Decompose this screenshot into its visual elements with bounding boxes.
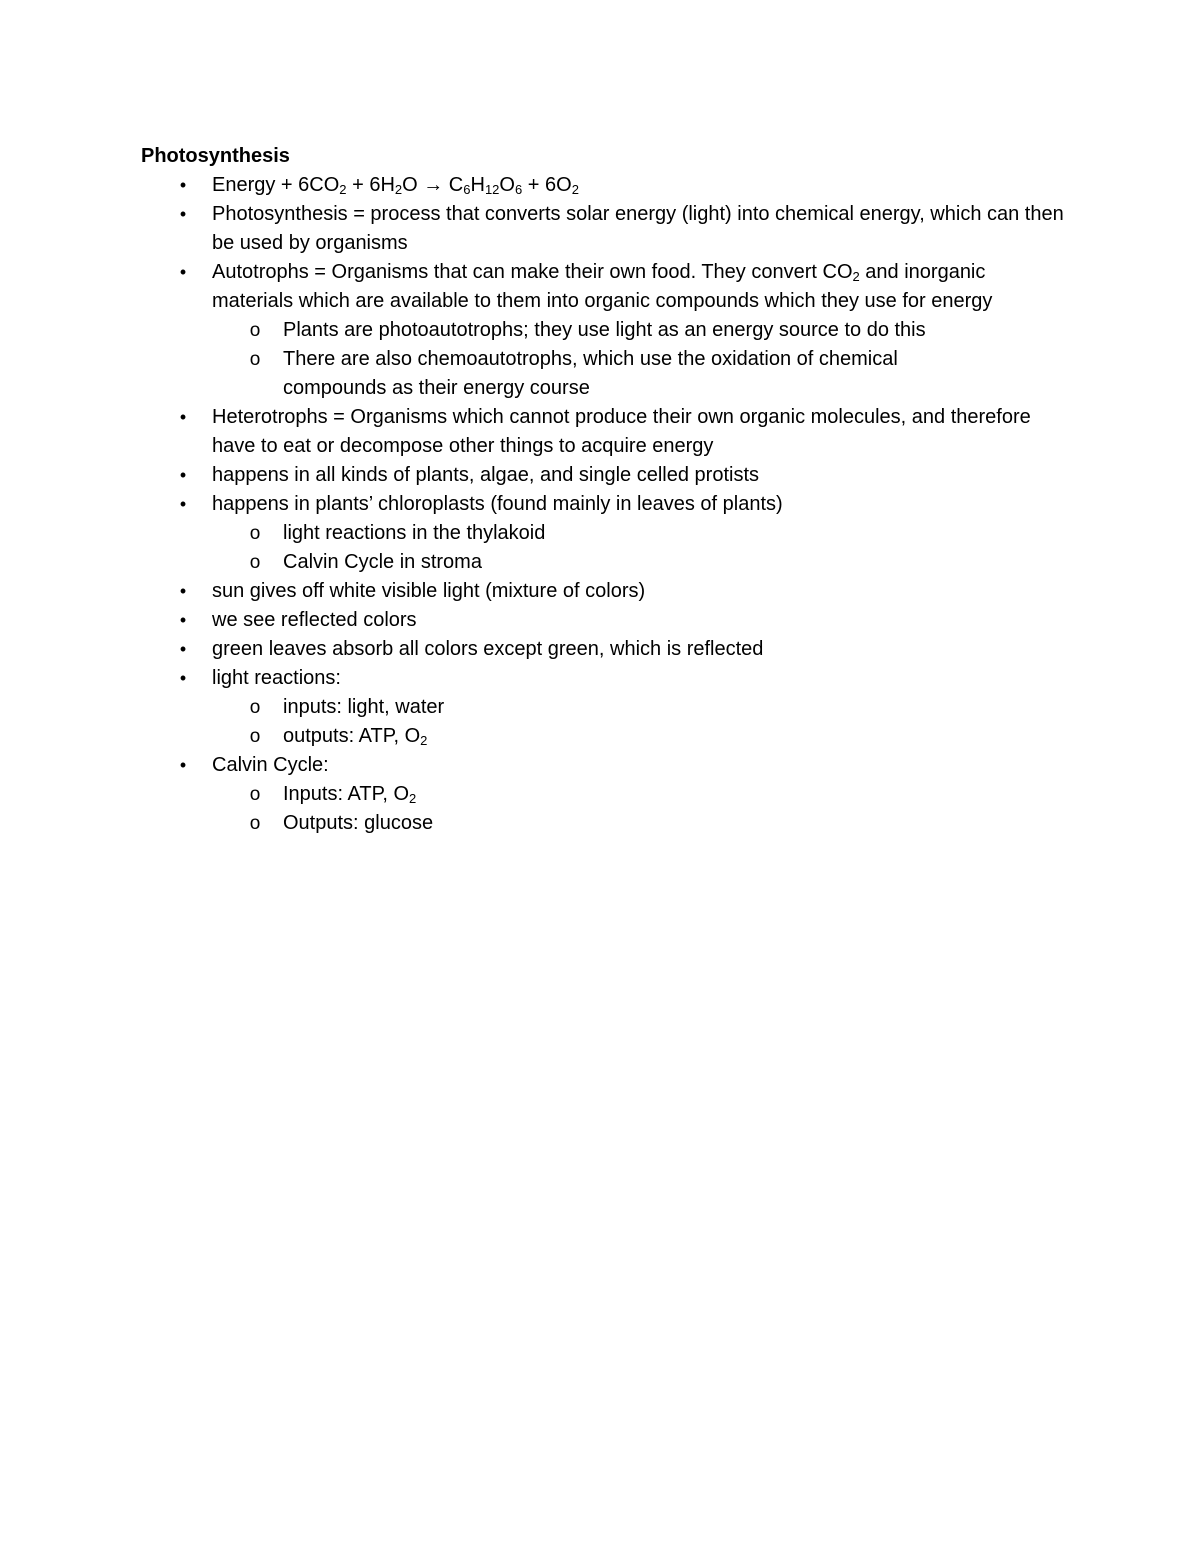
list-item-photosynthesis-definition (141, 200, 1071, 258)
sub-bullet-icon: o (249, 552, 261, 573)
sub-list (212, 693, 1071, 751)
list-item-green-leaves (141, 635, 1071, 664)
sub-item-text: Outputs: glucose (283, 812, 434, 834)
bullet-icon: • (179, 610, 187, 630)
sub-list-item (141, 809, 1071, 838)
sub-list-item (141, 345, 1071, 403)
sub-list (212, 780, 1071, 838)
sub-item-text: Calvin Cycle in stroma (283, 551, 482, 573)
list-item-text: happens in plants’ chloroplasts (found mainly in leaves of plants) (212, 493, 783, 515)
sub-item-text: inputs: light, water (283, 696, 445, 718)
list-item-text: green leaves absorb all colors except green, which is reflected (212, 638, 764, 660)
document-title: Photosynthesis (141, 145, 290, 167)
sub-bullet-icon: o (249, 349, 261, 370)
bullet-icon: • (179, 755, 187, 775)
list-item-light-reactions (141, 664, 1071, 751)
bullet-icon: • (179, 204, 187, 224)
sub-item-text: Inputs: ATP, $O_2$ (283, 783, 417, 806)
list-item-reflected-colors (141, 606, 1071, 635)
sub-list (212, 316, 1071, 403)
sub-bullet-icon: o (249, 784, 261, 805)
bullet-icon: • (179, 639, 187, 659)
bullet-icon: • (179, 465, 187, 485)
list-item-sun-light (141, 577, 1071, 606)
sub-list-item (141, 548, 1071, 577)
list-item-text: Autotrophs = Organisms that can make their own food. They convert $CO_2$ and inorganic materials which are available to them into organic compounds which they use for energy (212, 261, 993, 312)
sub-item-text: There are also chemoautotrophs, which use the oxidation of chemical compounds as their energy course (283, 348, 898, 399)
list-item-autotrophs (141, 258, 1071, 403)
sub-list-item (141, 722, 1071, 751)
sub-list-item (141, 693, 1071, 722)
sub-item-text: Plants are photoautotrophs; they use light as an energy source to do this (283, 319, 926, 341)
bullet-icon: • (179, 668, 187, 688)
bullet-icon: • (179, 407, 187, 427)
sub-item-text: light reactions in the thylakoid (283, 522, 546, 544)
list-item-calvin-cycle (141, 751, 1071, 838)
sub-list (212, 519, 1071, 577)
list-item-equation (141, 171, 1071, 200)
notes-list (141, 171, 1071, 838)
list-item-text: sun gives off white visible light (mixture of colors) (212, 580, 646, 602)
bullet-icon: • (179, 175, 187, 195)
sub-bullet-icon: o (249, 697, 261, 718)
sub-bullet-icon: o (249, 813, 261, 834)
list-item-text: light reactions: (212, 667, 341, 689)
list-item-chloroplasts (141, 490, 1071, 577)
list-item-happens-in (141, 461, 1071, 490)
list-item-heterotrophs (141, 403, 1071, 461)
list-item-text: happens in all kinds of plants, algae, and single celled protists (212, 464, 760, 486)
list-item-text: Heterotrophs = Organisms which cannot produce their own organic molecules, and therefore have to eat or decompose other things to acquire energy (212, 406, 1031, 457)
equation-text: Energy + $6CO_2 + 6H_2O \to C_6H_{12}O_6 + 6O_2$ (212, 174, 579, 197)
list-item-text: we see reflected colors (212, 609, 417, 631)
arrow-icon: → (423, 174, 444, 196)
sub-bullet-icon: o (249, 523, 261, 544)
sub-bullet-icon: o (249, 320, 261, 341)
sub-list-item (141, 780, 1071, 809)
list-item-text: Calvin Cycle: (212, 754, 329, 776)
document-body (141, 142, 1071, 838)
bullet-icon: • (179, 262, 187, 282)
sub-bullet-icon: o (249, 726, 261, 747)
sub-item-text: outputs: ATP, $O_2$ (283, 725, 428, 748)
sub-list-item (141, 316, 1071, 345)
bullet-icon: • (179, 494, 187, 514)
sub-list-item (141, 519, 1071, 548)
list-item-text: Photosynthesis = process that converts solar energy (light) into chemical energy, which can then be used by organisms (212, 203, 1064, 254)
bullet-icon: • (179, 581, 187, 601)
